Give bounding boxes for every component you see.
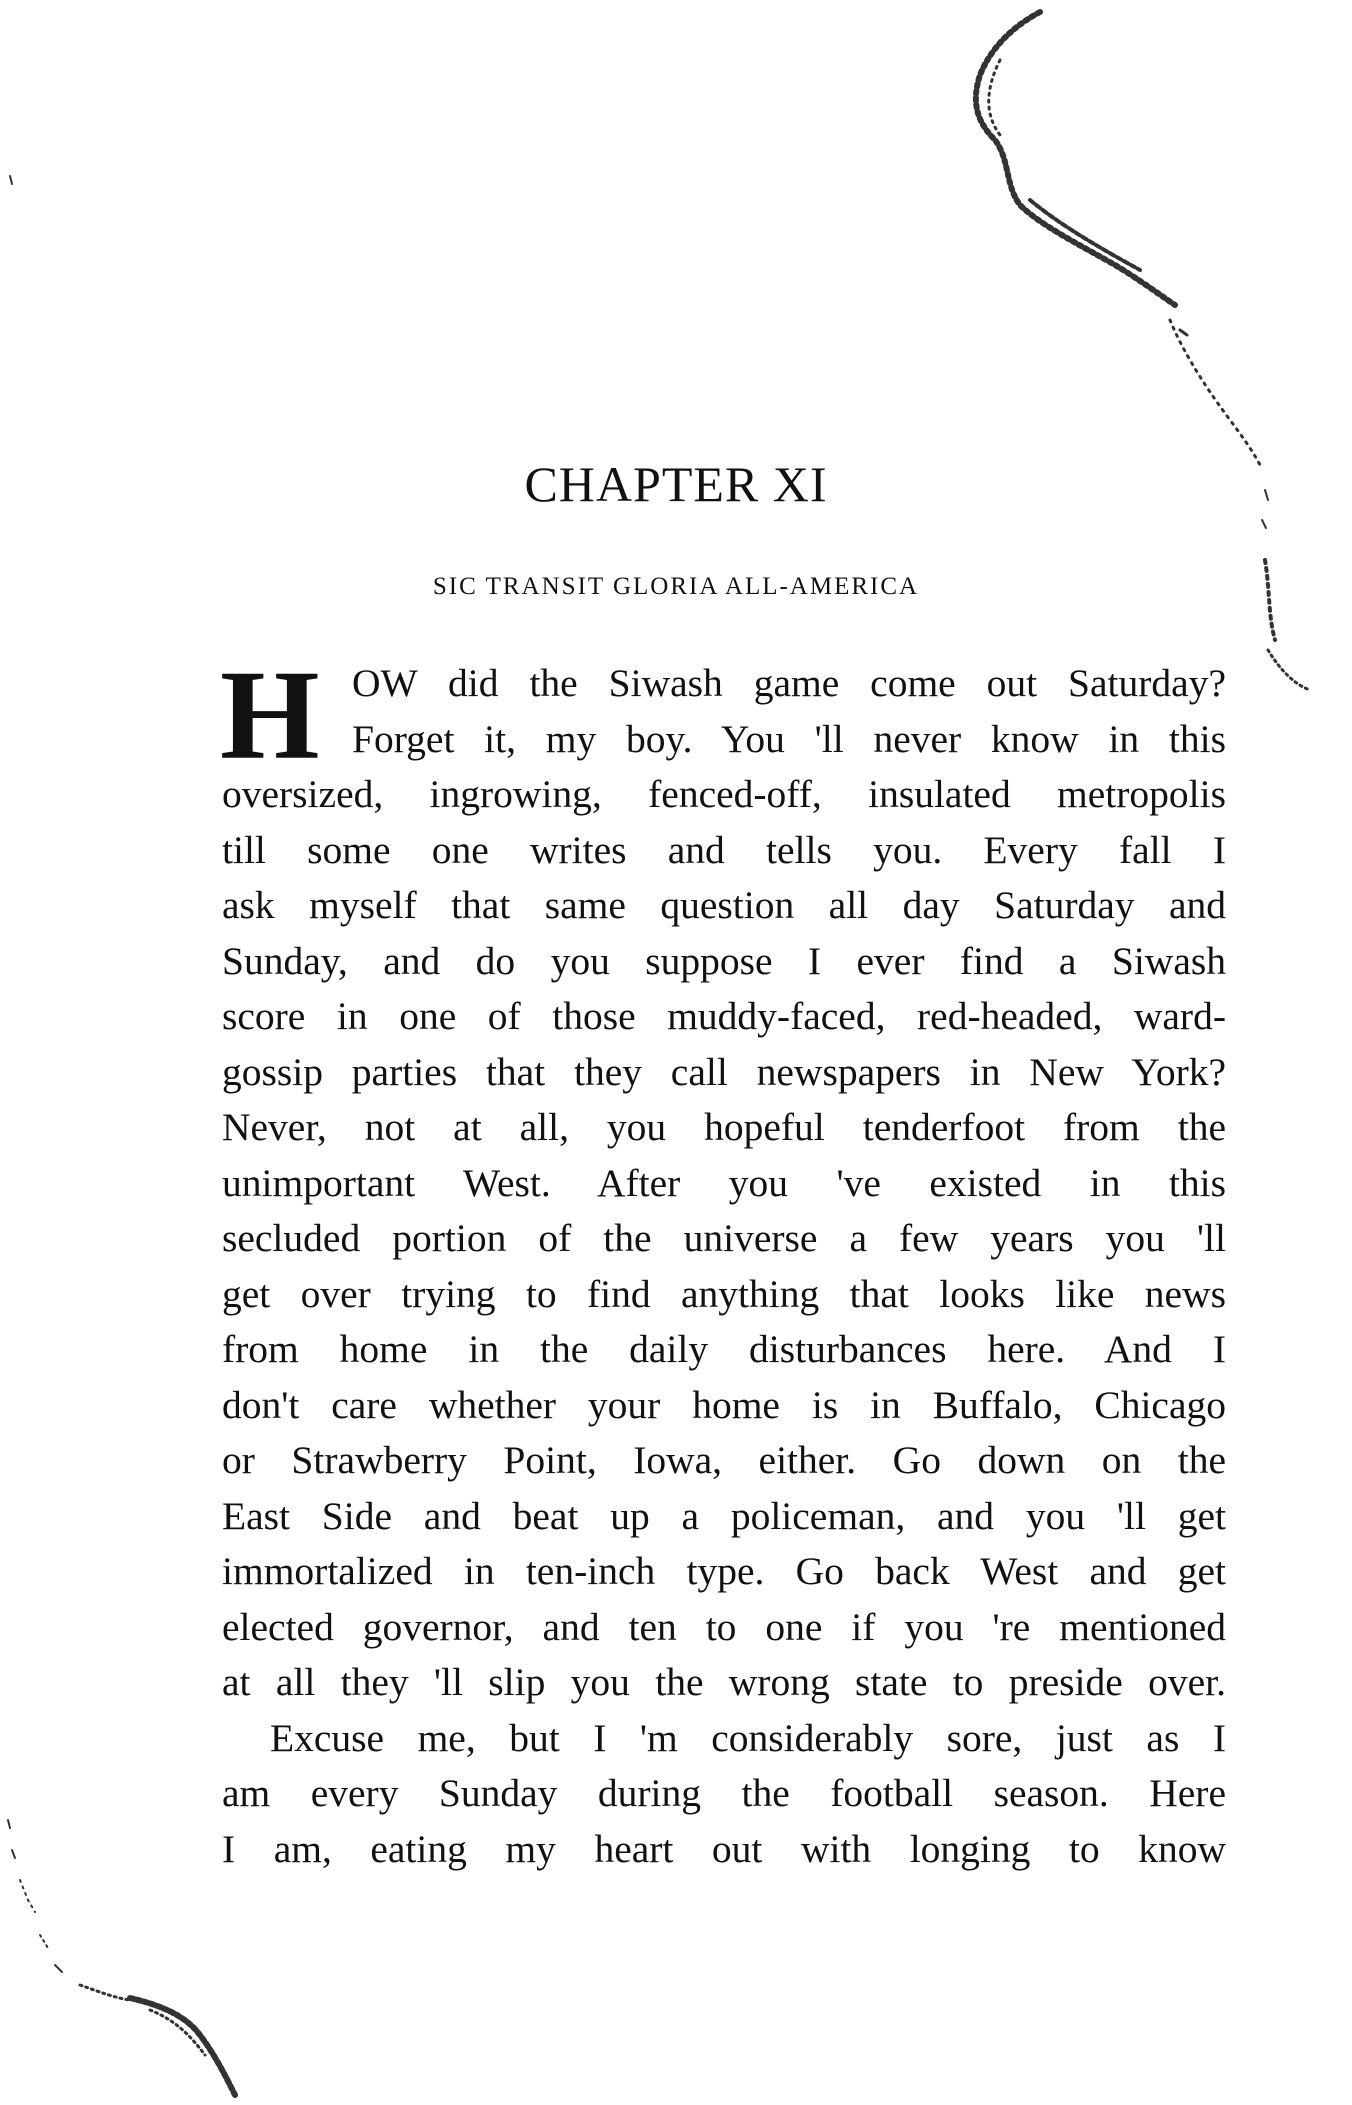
text-line: don't care whether your home is in Buffalo, Chicago (222, 1382, 1226, 1427)
text-line: get over trying to find anything that looks like news (222, 1271, 1226, 1316)
text-line: East Side and beat up a policeman, and you 'll get (222, 1493, 1226, 1538)
text-line: gossip parties that they call newspapers in New York? (222, 1049, 1226, 1094)
text-line: score in one of those muddy-faced, red-headed, ward- (222, 994, 1226, 1038)
text-line: oversized, ingrowing, fenced-off, insulated metropolis (222, 772, 1226, 816)
text-line: Never, not at all, you hopeful tenderfoot from the (222, 1105, 1226, 1149)
text-line: unimportant West. After you 've existed in this (222, 1160, 1226, 1205)
text-line: OW did the Siwash game come out Saturday? (352, 661, 1226, 705)
text-line: till some one writes and tells you. Every fall I (222, 827, 1226, 872)
text-line: elected governor, and ten to one if you 're mentioned (222, 1604, 1226, 1649)
chapter-subtitle: SIC TRANSIT GLORIA ALL-AMERICA (432, 573, 920, 600)
chapter-heading: CHAPTER XI (524, 456, 828, 512)
drop-cap-letter: H (220, 644, 320, 786)
text-line: Forget it, my boy. You 'll never know in this (352, 716, 1226, 761)
text-line: I am, eating my heart out with longing to know (222, 1826, 1226, 1871)
text-line: ask myself that same question all day Saturday and (222, 883, 1226, 927)
text-line: secluded portion of the universe a few years you 'll (222, 1216, 1226, 1260)
chapter-body-text (220, 644, 1226, 1877)
text-line: from home in the daily disturbances here. And I (222, 1327, 1226, 1371)
text-line: Excuse me, but I 'm considerably sore, just as I (270, 1715, 1226, 1760)
text-line: at all they 'll slip you the wrong state to preside over. (222, 1660, 1226, 1704)
text-line: Sunday, and do you suppose I ever find a Siwash (222, 938, 1226, 983)
text-line: or Strawberry Point, Iowa, either. Go down on the (222, 1438, 1226, 1482)
text-line: immortalized in ten-inch type. Go back West and get (222, 1549, 1226, 1593)
text-line: am every Sunday during the football season. Here (222, 1771, 1226, 1815)
